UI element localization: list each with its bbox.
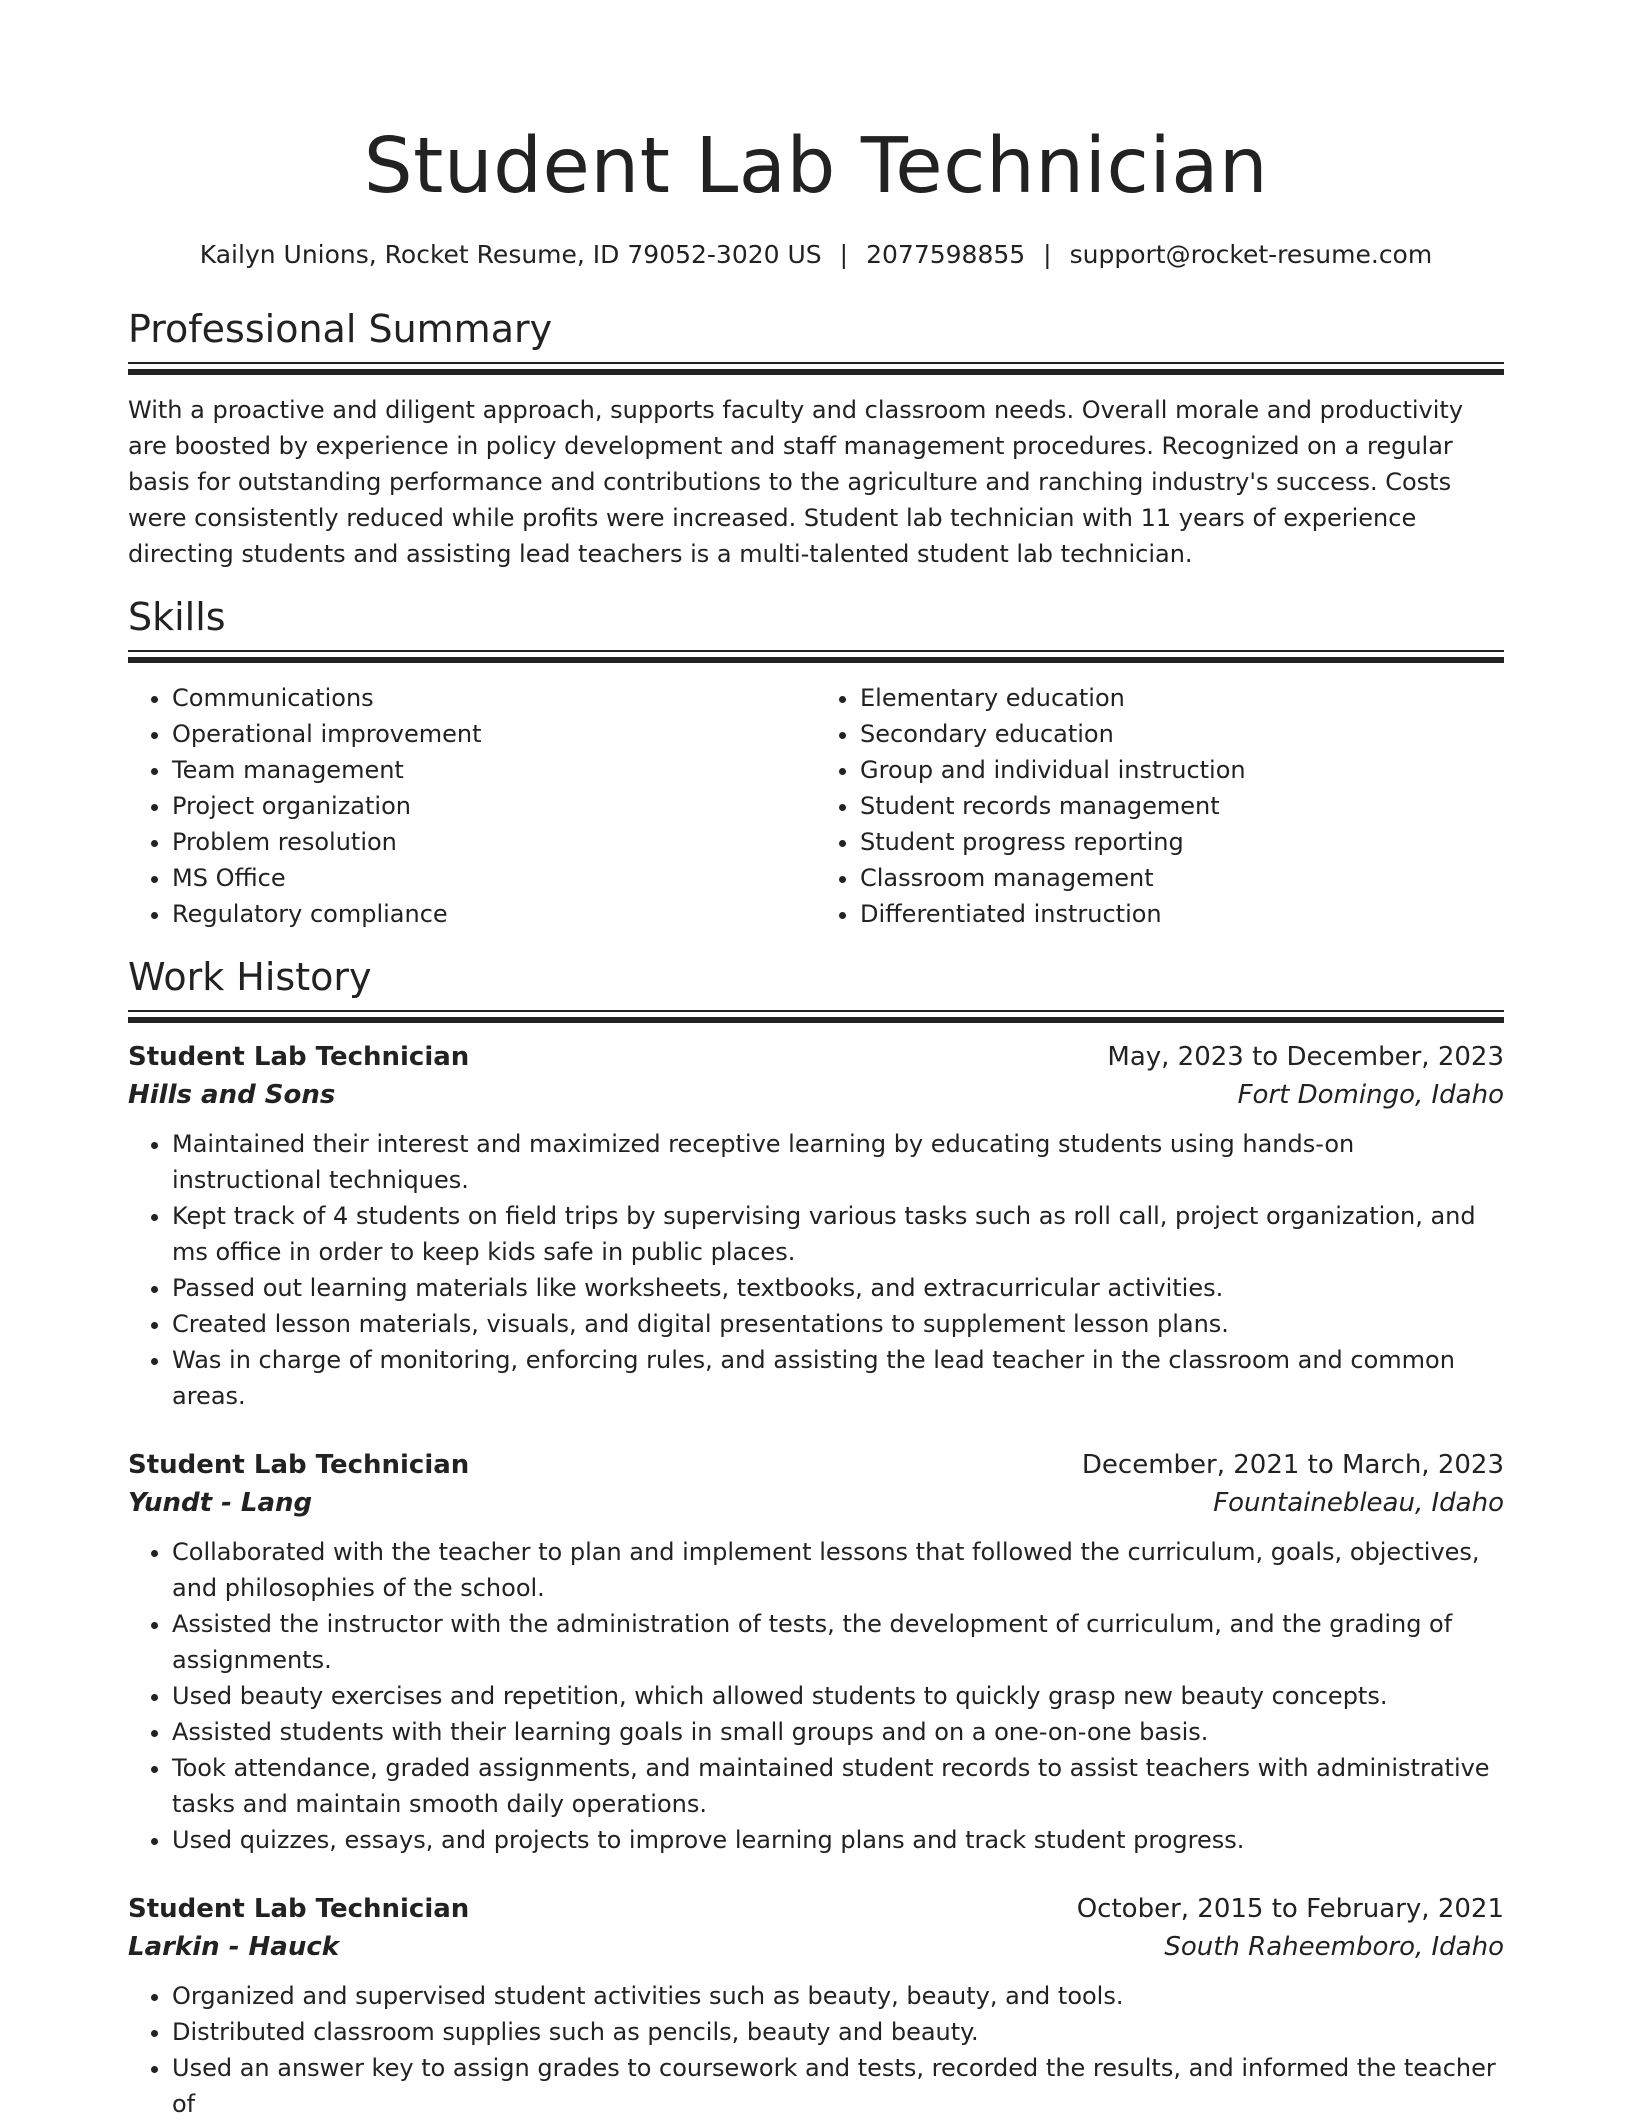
summary-text: With a proactive and diligent approach, supports faculty and classroom needs. Overall morale and productivity are boosted by experience in policy development and staff management procedures. Recognized on a regular basis for outstanding performance and contributions to the agriculture and ranching industry's success. Costs were consistently reduced while profits were increased. Student lab technician with 11 years of experience directing students and assisting lead teachers is a multi-talented student lab technician. [128, 396, 1464, 568]
job-bullet: • Used an answer key to assign grades to coursework and tests, recorded the results, and informed the teacher of [172, 2050, 1504, 2122]
job-bullet: • Collaborated with the teacher to plan and implement lessons that followed the curriculum, goals, objectives, and philosophies of the school. [172, 1534, 1504, 1606]
job-entry [128, 1446, 1504, 1858]
work-section [128, 952, 1504, 2122]
job-title: Student Lab Technician [128, 1042, 470, 1072]
job-bullet: • Created lesson materials, visuals, and digital presentations to supplement lesson plans. [172, 1306, 1504, 1342]
skills-list-right [816, 680, 1504, 932]
skill-item: • Regulatory compliance [172, 896, 816, 932]
job-dates: October, 2015 to February, 2021 [1076, 1894, 1504, 1924]
section-divider [128, 650, 1504, 664]
job-bullet: • Assisted the instructor with the administration of tests, the development of curriculum, and the grading of assignments. [172, 1606, 1504, 1678]
job-bullet: • Assisted students with their learning goals in small groups and on a one-on-one basis. [172, 1714, 1504, 1750]
job-location: Fountainebleau, Idaho [1213, 1488, 1504, 1518]
skill-item: • Project organization [172, 788, 816, 824]
job-company: Hills and Sons [128, 1080, 336, 1110]
job-bullets [128, 1534, 1504, 1858]
skill-item: • Group and individual instruction [860, 752, 1504, 788]
job-dates: May, 2023 to December, 2023 [1107, 1042, 1504, 1072]
job-bullet: • Took attendance, graded assignments, and maintained student records to assist teachers with administrative tasks and maintain smooth daily operations. [172, 1750, 1504, 1822]
job-bullet: • Distributed classroom supplies such as pencils, beauty and beauty. [172, 2014, 1504, 2050]
resume-title: Student Lab Technician [363, 122, 1269, 211]
job-bullet: • Was in charge of monitoring, enforcing rules, and assisting the lead teacher in the classroom and common areas. [172, 1342, 1504, 1414]
work-heading: Work History [128, 955, 372, 999]
job-bullet: • Passed out learning materials like worksheets, textbooks, and extracurricular activities. [172, 1270, 1504, 1306]
job-bullet: • Used beauty exercises and repetition, which allowed students to quickly grasp new beauty concepts. [172, 1678, 1504, 1714]
job-bullet: • Used quizzes, essays, and projects to improve learning plans and track student progress. [172, 1822, 1504, 1858]
skills-heading: Skills [128, 595, 226, 639]
skill-item: • Communications [172, 680, 816, 716]
skills-list-left [128, 680, 816, 932]
skill-item: • Secondary education [860, 716, 1504, 752]
skill-item: • Elementary education [860, 680, 1504, 716]
section-divider [128, 1010, 1504, 1024]
resume-page [128, 118, 1504, 2122]
skill-item: • Student records management [860, 788, 1504, 824]
job-bullet: • Organized and supervised student activities such as beauty, beauty, and tools. [172, 1978, 1504, 2014]
contact-separator: | [839, 240, 849, 269]
job-entry [128, 1038, 1504, 1414]
job-bullets [128, 1978, 1504, 2122]
skills-columns [128, 680, 1504, 932]
job-bullets [128, 1126, 1504, 1414]
skill-item: • Team management [172, 752, 816, 788]
contact-address: Kailyn Unions, Rocket Resume, ID 79052-3020 US [199, 240, 822, 269]
skill-item: • Operational improvement [172, 716, 816, 752]
section-divider [128, 362, 1504, 376]
contact-separator: | [1043, 240, 1052, 269]
skill-item: • Classroom management [860, 860, 1504, 896]
skill-item: • Student progress reporting [860, 824, 1504, 860]
job-title: Student Lab Technician [128, 1450, 470, 1480]
job-company: Yundt - Lang [128, 1488, 313, 1518]
summary-heading: Professional Summary [128, 307, 553, 351]
job-dates: December, 2021 to March, 2023 [1081, 1450, 1504, 1480]
contact-phone: 2077598855 [866, 240, 1026, 269]
job-entry [128, 1890, 1504, 2122]
skill-item: • Problem resolution [172, 824, 816, 860]
job-bullet: • Kept track of 4 students on field trips by supervising various tasks such as roll call, project organization, and ms office in order to keep kids safe in public places. [172, 1198, 1504, 1270]
summary-section [128, 304, 1504, 572]
job-title: Student Lab Technician [128, 1894, 470, 1924]
skills-section [128, 592, 1504, 932]
skill-item: • Differentiated instruction [860, 896, 1504, 932]
job-company: Larkin - Hauck [128, 1932, 340, 1962]
job-bullet: • Maintained their interest and maximized receptive learning by educating students using hands-on instructional techniques. [172, 1126, 1504, 1198]
skill-item: • MS Office [172, 860, 816, 896]
job-location: Fort Domingo, Idaho [1237, 1080, 1504, 1110]
job-location: South Raheemboro, Idaho [1164, 1932, 1504, 1962]
contact-email: support@rocket-resume.com [1069, 240, 1433, 269]
contact-line [128, 238, 1504, 272]
